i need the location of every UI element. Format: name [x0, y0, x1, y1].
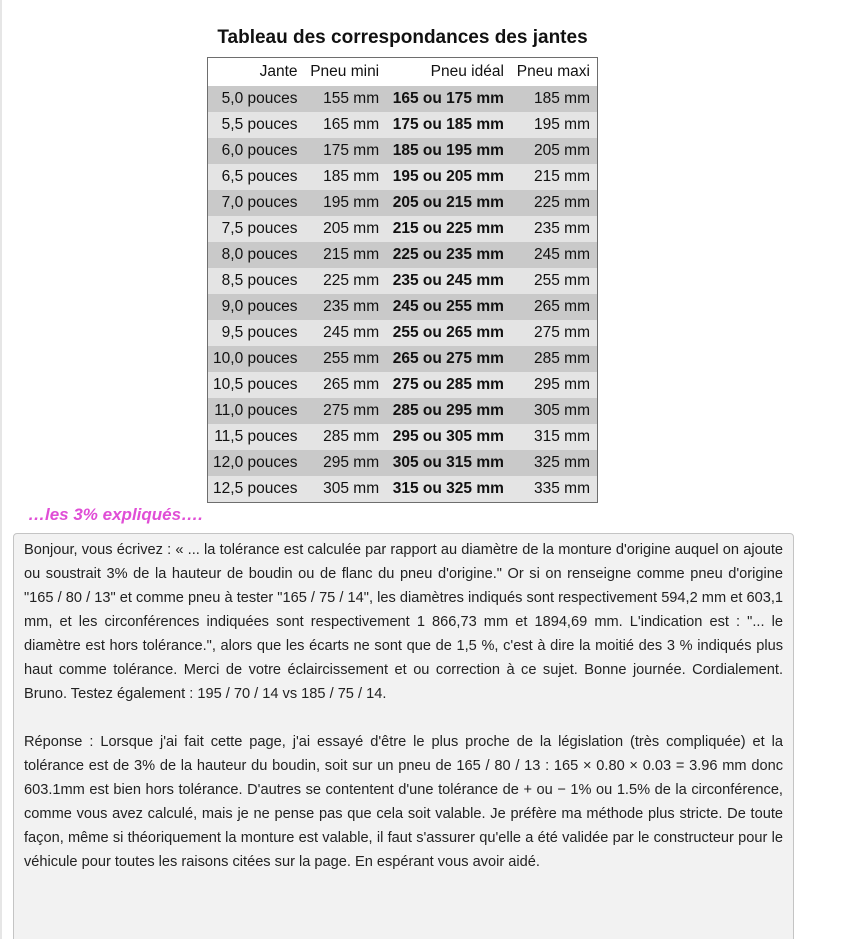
comment-answer: Réponse : Lorsque j'ai fait cette page, j'ai essayé d'être le plus proche de la législation (très compliquée) et la tolérance est de 3% de la hauteur du boudin, soit sur un pneu de 165 / 80 / 13 : 165 × 0.80 × 0.03 = 3.96 mm donc 603.1mm est bien hors tolérance. D'autres se contentent d'une tolérance de + ou − 1% ou 1.5% de la circonférence, comme vous avez calculé, mais je ne pense pas que cela soit valable. Je préfère ma méthode plus stricte. De toute façon, même si théoriquement la monture est valable, il faut s'assurer qu'elle a été validée par le constructeur pour le véhicule pour toutes les raisons citées sur la page. En espérant vous avoir aidé.: [24, 734, 783, 870]
header-pneu-mini: Pneu mini: [305, 58, 387, 87]
cell-pneu-mini: 225 mm: [305, 268, 387, 294]
cell-pneu-ideal: 275 ou 285 mm: [386, 372, 511, 398]
cell-jante: 5,5 pouces: [208, 112, 305, 138]
cell-pneu-ideal: 235 ou 245 mm: [386, 268, 511, 294]
cell-pneu-ideal: 165 ou 175 mm: [386, 86, 511, 112]
cell-jante: 8,5 pouces: [208, 268, 305, 294]
rim-correspondence-table: [207, 57, 598, 503]
table-header-row: [208, 58, 598, 87]
cell-jante: 9,5 pouces: [208, 320, 305, 346]
cell-pneu-mini: 265 mm: [305, 372, 387, 398]
cell-pneu-maxi: 315 mm: [511, 424, 598, 450]
cell-pneu-ideal: 245 ou 255 mm: [386, 294, 511, 320]
cell-pneu-mini: 255 mm: [305, 346, 387, 372]
cell-pneu-ideal: 195 ou 205 mm: [386, 164, 511, 190]
cell-pneu-maxi: 235 mm: [511, 216, 598, 242]
table-row: [208, 424, 598, 450]
table-row: [208, 372, 598, 398]
cell-pneu-mini: 235 mm: [305, 294, 387, 320]
cell-pneu-mini: 295 mm: [305, 450, 387, 476]
cell-pneu-mini: 175 mm: [305, 138, 387, 164]
header-jante: Jante: [208, 58, 305, 87]
cell-pneu-maxi: 295 mm: [511, 372, 598, 398]
page-left-edge: [0, 0, 2, 939]
cell-pneu-maxi: 215 mm: [511, 164, 598, 190]
cell-pneu-ideal: 295 ou 305 mm: [386, 424, 511, 450]
cell-pneu-maxi: 325 mm: [511, 450, 598, 476]
cell-jante: 10,5 pouces: [208, 372, 305, 398]
cell-jante: 9,0 pouces: [208, 294, 305, 320]
cell-pneu-mini: 205 mm: [305, 216, 387, 242]
cell-jante: 12,0 pouces: [208, 450, 305, 476]
cell-pneu-mini: 195 mm: [305, 190, 387, 216]
comment-question: Bonjour, vous écrivez : « ... la tolérance est calculée par rapport au diamètre de la monture d'origine auquel on ajoute ou soustrait 3% de la hauteur de boudin ou de flanc du pneu d'origine." Or si on renseigne comme pneu d'origine "165 / 80 / 13" et comme pneu à tester "165 / 75 / 14", les diamètres indiqués sont respectivement 594,2 mm et 603,1 mm, et les circonférences indiquées sont respectivement 1 866,73 mm et 1894,69 mm. L'indication est : "... le diamètre est hors tolérance.", alors que les écarts ne sont que de 1,5 %, c'est à dire la moitié des 3 % indiqués plus haut comme tolérance. Merci de votre éclaircissement et ou correction à ce sujet. Bonne journée. Cordialement. Bruno. Testez également : 195 / 70 / 14 vs 185 / 75 / 14.: [24, 542, 783, 702]
cell-pneu-mini: 155 mm: [305, 86, 387, 112]
table-row: [208, 86, 598, 112]
cell-pneu-maxi: 305 mm: [511, 398, 598, 424]
cell-jante: 8,0 pouces: [208, 242, 305, 268]
cell-pneu-maxi: 255 mm: [511, 268, 598, 294]
cell-jante: 7,0 pouces: [208, 190, 305, 216]
cell-jante: 11,0 pouces: [208, 398, 305, 424]
cell-pneu-mini: 305 mm: [305, 476, 387, 503]
cell-jante: 5,0 pouces: [208, 86, 305, 112]
cell-jante: 6,5 pouces: [208, 164, 305, 190]
table-row: [208, 346, 598, 372]
table-row: [208, 450, 598, 476]
cell-pneu-mini: 215 mm: [305, 242, 387, 268]
cell-pneu-mini: 245 mm: [305, 320, 387, 346]
cell-pneu-ideal: 315 ou 325 mm: [386, 476, 511, 503]
cell-jante: 11,5 pouces: [208, 424, 305, 450]
table-row: [208, 476, 598, 503]
table-row: [208, 138, 598, 164]
cell-pneu-maxi: 195 mm: [511, 112, 598, 138]
table-row: [208, 268, 598, 294]
cell-pneu-maxi: 185 mm: [511, 86, 598, 112]
cell-pneu-maxi: 205 mm: [511, 138, 598, 164]
cell-pneu-mini: 285 mm: [305, 424, 387, 450]
cell-pneu-maxi: 285 mm: [511, 346, 598, 372]
page-title: Tableau des correspondances des jantes: [217, 26, 588, 48]
table-row: [208, 112, 598, 138]
cell-pneu-ideal: 285 ou 295 mm: [386, 398, 511, 424]
cell-jante: 7,5 pouces: [208, 216, 305, 242]
table-row: [208, 216, 598, 242]
cell-pneu-ideal: 305 ou 315 mm: [386, 450, 511, 476]
cell-pneu-mini: 165 mm: [305, 112, 387, 138]
table-row: [208, 294, 598, 320]
cell-pneu-maxi: 335 mm: [511, 476, 598, 503]
header-pneu-maxi: Pneu maxi: [511, 58, 598, 87]
cell-pneu-ideal: 175 ou 185 mm: [386, 112, 511, 138]
cell-pneu-maxi: 275 mm: [511, 320, 598, 346]
table-row: [208, 164, 598, 190]
header-pneu-ideal: Pneu idéal: [386, 58, 511, 87]
table-row: [208, 242, 598, 268]
table-row: [208, 398, 598, 424]
cell-pneu-ideal: 225 ou 235 mm: [386, 242, 511, 268]
cell-pneu-ideal: 215 ou 225 mm: [386, 216, 511, 242]
table-body: [208, 86, 598, 503]
table-row: [208, 190, 598, 216]
cell-pneu-ideal: 205 ou 215 mm: [386, 190, 511, 216]
cell-pneu-ideal: 265 ou 275 mm: [386, 346, 511, 372]
cell-pneu-mini: 275 mm: [305, 398, 387, 424]
cell-pneu-mini: 185 mm: [305, 164, 387, 190]
cell-jante: 12,5 pouces: [208, 476, 305, 503]
comment-box: [13, 533, 794, 939]
cell-pneu-maxi: 245 mm: [511, 242, 598, 268]
table-row: [208, 320, 598, 346]
section-subtitle: …les 3% expliqués….: [28, 505, 203, 524]
cell-pneu-ideal: 185 ou 195 mm: [386, 138, 511, 164]
cell-pneu-maxi: 225 mm: [511, 190, 598, 216]
cell-pneu-ideal: 255 ou 265 mm: [386, 320, 511, 346]
cell-jante: 10,0 pouces: [208, 346, 305, 372]
cell-jante: 6,0 pouces: [208, 138, 305, 164]
cell-pneu-maxi: 265 mm: [511, 294, 598, 320]
